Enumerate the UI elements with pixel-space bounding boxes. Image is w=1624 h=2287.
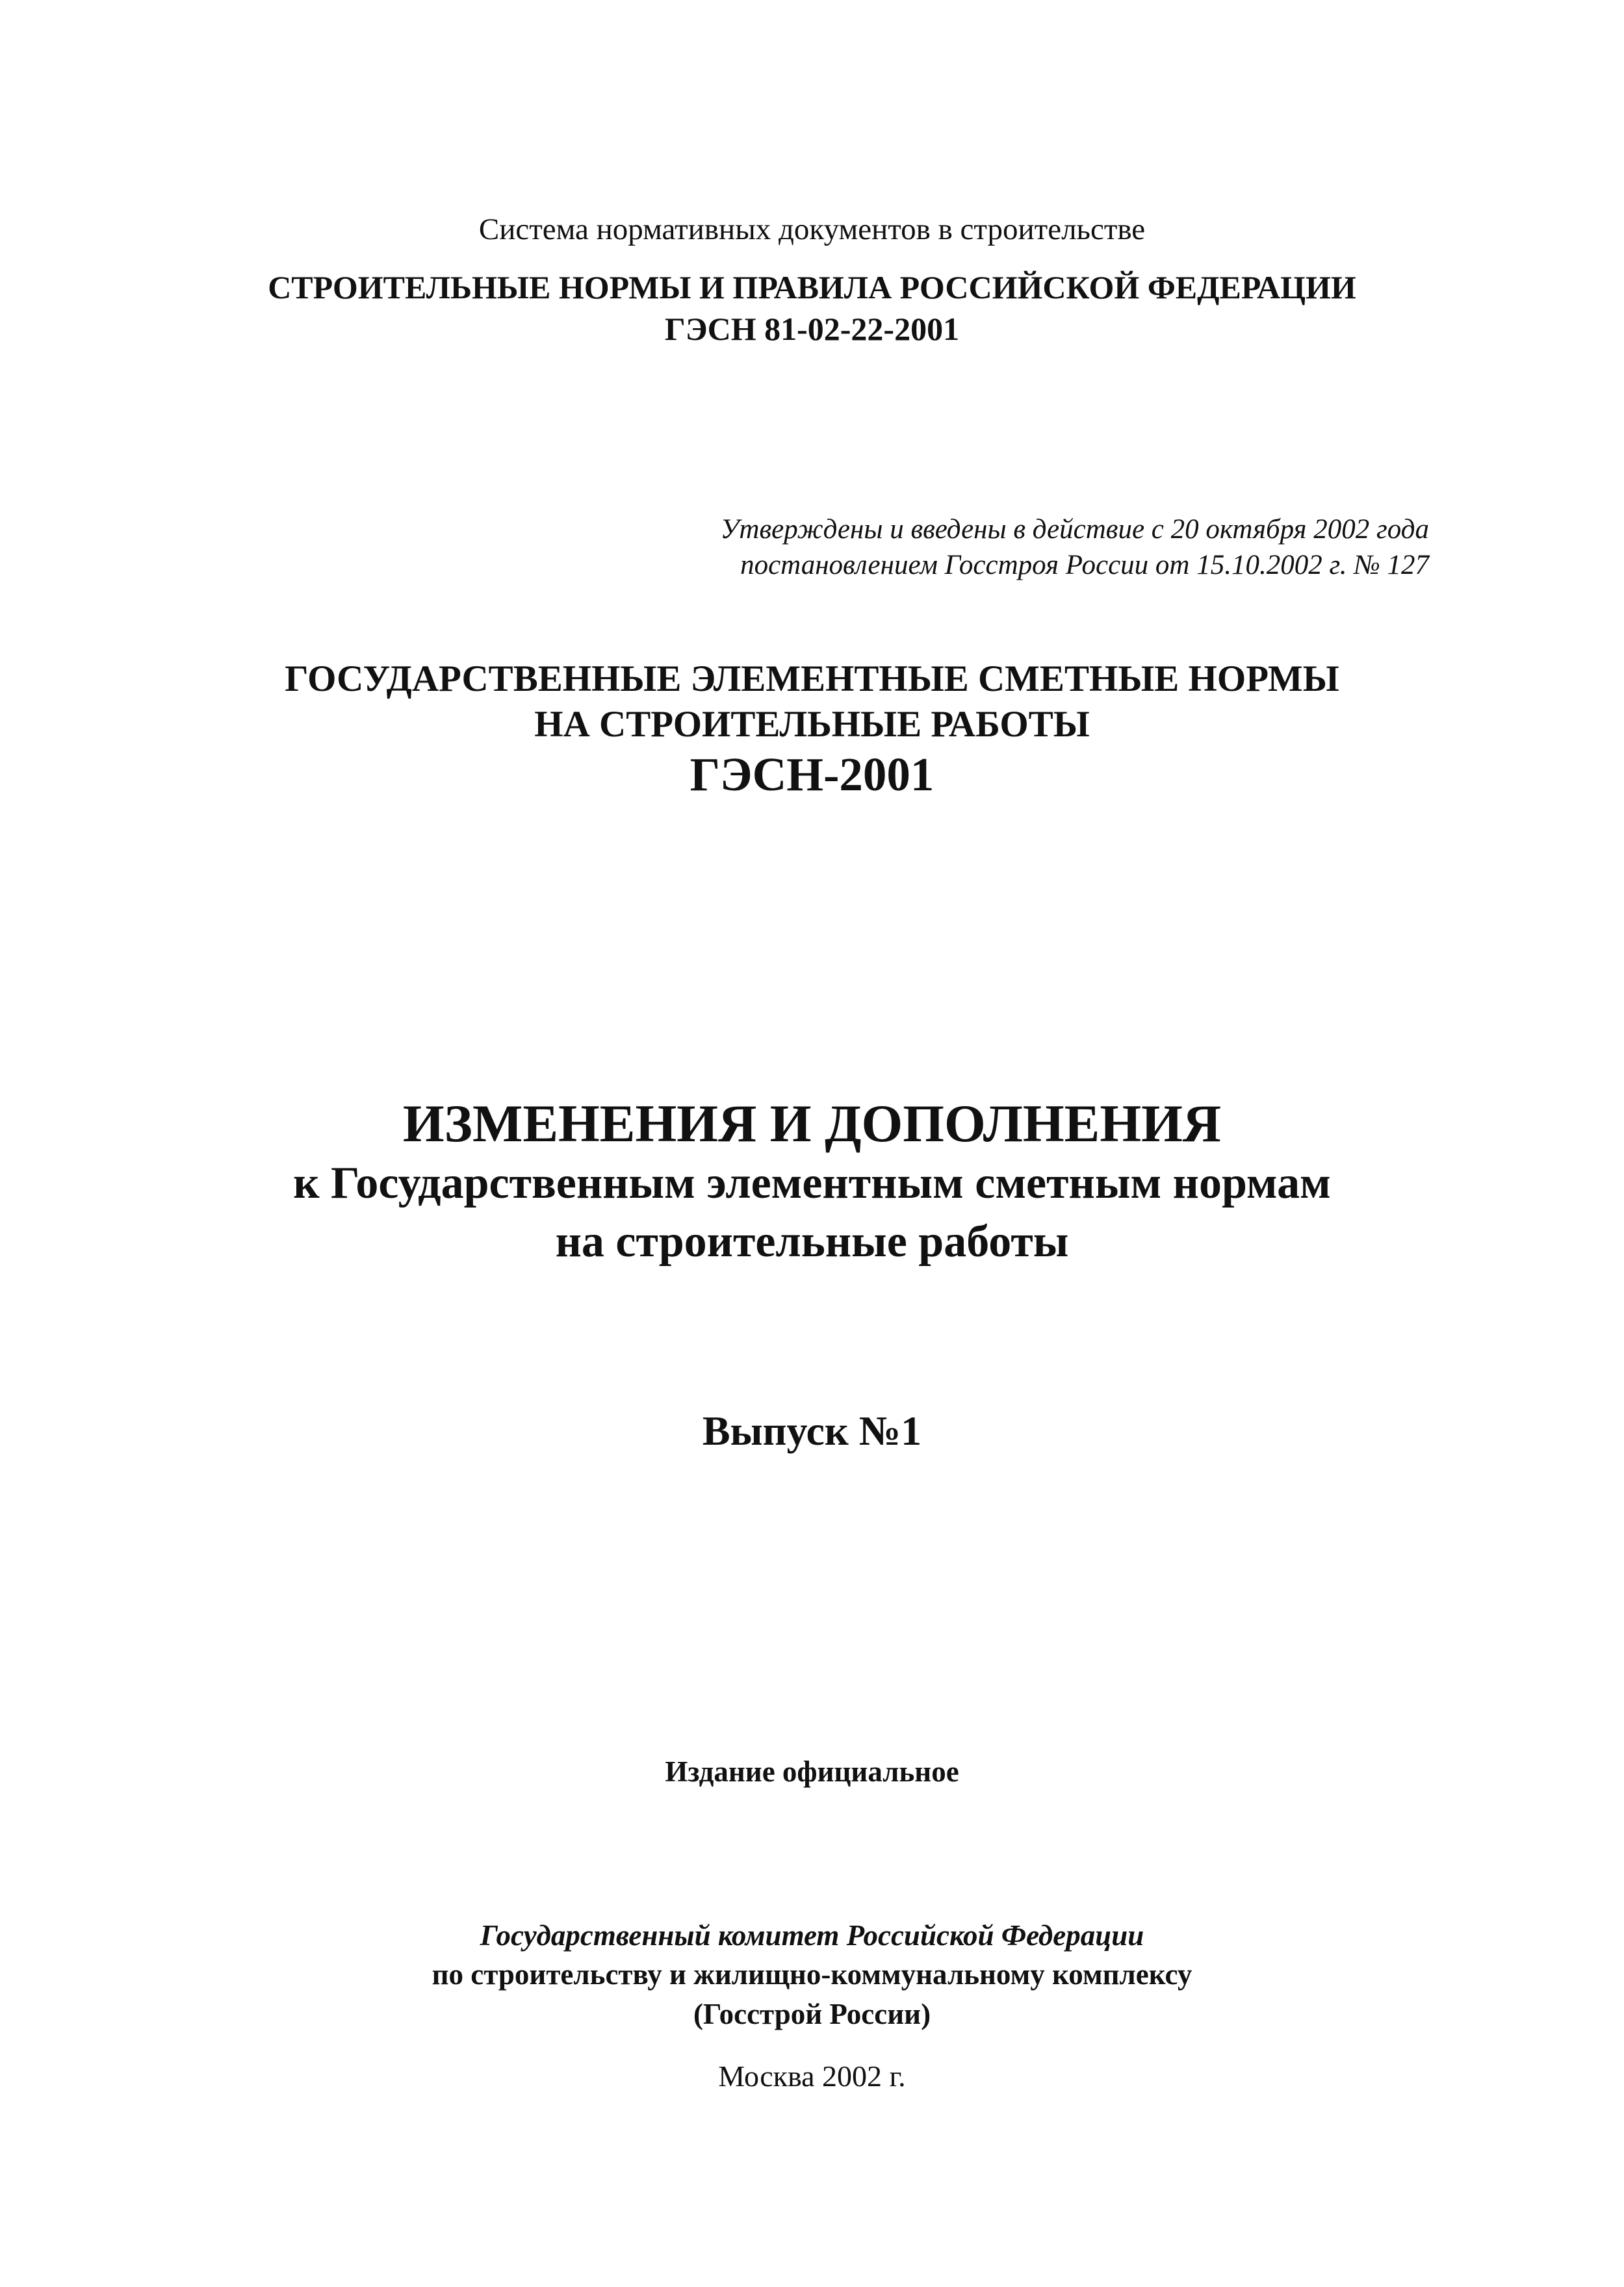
norms-title-line-2: НА СТРОИТЕЛЬНЫЕ РАБОТЫ xyxy=(534,704,1090,745)
changes-line-2: к Государственным элементным сметным нормам xyxy=(293,1158,1331,1208)
document-code: ГЭСН 81-02-22-2001 xyxy=(664,311,960,347)
edition-note: Издание официальное xyxy=(665,1755,959,1788)
issue-number: Выпуск №1 xyxy=(702,1408,922,1454)
changes-line-3: на строительные работы xyxy=(555,1217,1069,1267)
snip-title: СТРОИТЕЛЬНЫЕ НОРМЫ И ПРАВИЛА РОССИЙСКОЙ ФЕДЕРАЦИИ xyxy=(268,269,1356,305)
publisher-line-2: по строительству и жилищно-коммунальному комплексу xyxy=(432,1958,1192,1991)
approval-line-1: Утверждены и введены в действие с 20 октября 2002 года xyxy=(720,514,1429,545)
norms-code: ГЭСН-2001 xyxy=(690,748,934,801)
approval-line-2: постановлением Госстроя России от 15.10.2002 г. № 127 xyxy=(740,550,1429,580)
system-line: Система нормативных документов в строительстве xyxy=(478,213,1146,246)
publisher-line-3: (Госстрой России) xyxy=(693,1998,931,2030)
city-year: Москва 2002 г. xyxy=(718,2060,906,2093)
norms-title-line-1: ГОСУДАРСТВЕННЫЕ ЭЛЕМЕНТНЫЕ СМЕТНЫЕ НОРМЫ xyxy=(285,658,1339,699)
changes-title: ИЗМЕНЕНИЯ И ДОПОЛНЕНИЯ xyxy=(402,1094,1222,1153)
publisher-line-1: Государственный комитет Российской Федерации xyxy=(480,1919,1144,1952)
